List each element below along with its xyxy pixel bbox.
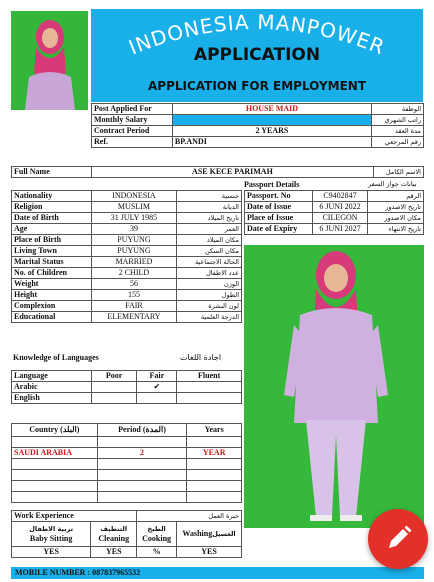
table-row xyxy=(12,492,242,503)
table-row xyxy=(12,481,242,492)
banner-application: APPLICATION xyxy=(193,45,321,65)
table-row: Place of Issue CILEGON مكان الاصدور xyxy=(245,213,424,224)
table-row: Date of Birth 31 JULY 1985 تاريخ الميلاد xyxy=(12,213,242,224)
mobile-number-bar: MOBILE NUMBER : 087837965532 xyxy=(11,567,424,579)
table-row: Religion MUSLIM الديانة xyxy=(12,202,242,213)
svg-text:INDONESIA MANPOWER: INDONESIA MANPOWER xyxy=(125,9,389,60)
table-row: Weight 56 الوزن xyxy=(12,279,242,290)
languages-heading-ar: اجادة اللغات xyxy=(180,353,222,362)
table-row: Ref. BP.ANDI رقم المرجعي xyxy=(92,137,424,148)
applicant-photo-full xyxy=(244,245,424,528)
table-header-row: Language Poor Fair Fluent xyxy=(12,371,242,382)
table-row xyxy=(12,459,242,470)
table-row xyxy=(12,437,242,448)
table-header-row: تربية الاطفال Baby Sitting التنظيف Cleaning الطبخ Cooking Washingالغسيل xyxy=(12,522,242,547)
post-table xyxy=(91,103,424,148)
table-row: Contract Period 2 YEARS مدة العقد xyxy=(92,126,424,137)
full-name-table xyxy=(11,166,424,178)
full-name-value: ASE KECE PARIMAH xyxy=(91,167,373,178)
check-icon: ✔ xyxy=(137,382,177,393)
languages-heading: Knowledge of Languages xyxy=(13,353,99,362)
personal-details-table xyxy=(11,190,242,323)
table-row: English xyxy=(12,393,242,404)
table-row xyxy=(12,470,242,481)
table-row: Full Name ASE KECE PARIMAH الاسم الكامل xyxy=(12,167,424,178)
table-row: Marital Status MARRIED الحالة الاجتماعية xyxy=(12,257,242,268)
applicant-photo-small xyxy=(11,11,88,110)
table-row: Height 155 الطول xyxy=(12,290,242,301)
table-row: YES YES % YES xyxy=(12,547,242,558)
languages-table xyxy=(11,370,242,404)
monthly-salary-value xyxy=(172,115,371,126)
table-row: Living Town PUYUNG مكان السكن xyxy=(12,246,242,257)
work-experience-table xyxy=(11,510,242,558)
table-row: Passport. No C9402847 الرقم xyxy=(245,191,424,202)
table-row: Complexion FAIR لون البشرة xyxy=(12,301,242,312)
table-row: Arabic ✔ xyxy=(12,382,242,393)
table-row: Nationality INDONESIA جنسية xyxy=(12,191,242,202)
passport-table xyxy=(244,190,424,235)
table-row: SAUDI ARABIA 2 YEAR xyxy=(12,448,242,459)
table-row: Work Experience خبرة العمل xyxy=(12,511,242,522)
table-header-row: Country (البلد) Period (المدة) Years xyxy=(12,424,242,437)
table-row: Date of Issue 6 JUNI 2022 تاريخ الاصدور xyxy=(245,202,424,213)
pencil-icon xyxy=(368,509,428,569)
table-row: Educational ELEMENTARY الدرجة العلمية xyxy=(12,312,242,323)
edit-button[interactable] xyxy=(368,509,428,569)
table-row: Place of Birth PUYUNG مكان الميلاد xyxy=(12,235,242,246)
table-row: Date of Expiry 6 JUNI 2027 تاريخ الانتهاء xyxy=(245,224,424,235)
table-row: Age 39 العمر xyxy=(12,224,242,235)
experience-abroad-table xyxy=(11,423,242,503)
passport-heading-ar: بيانات جواز السفر xyxy=(368,180,417,188)
table-row: No. of Children 2 CHILD عدد الاطفال xyxy=(12,268,242,279)
passport-heading: Passport Details xyxy=(244,180,300,189)
table-row: Post Applied For HOUSE MAID الوظفة xyxy=(92,104,424,115)
banner-subtitle: APPLICATION FOR EMPLOYMENT xyxy=(147,79,367,93)
header-banner xyxy=(91,9,423,102)
table-row: Monthly Salary راتب الشهري xyxy=(92,115,424,126)
